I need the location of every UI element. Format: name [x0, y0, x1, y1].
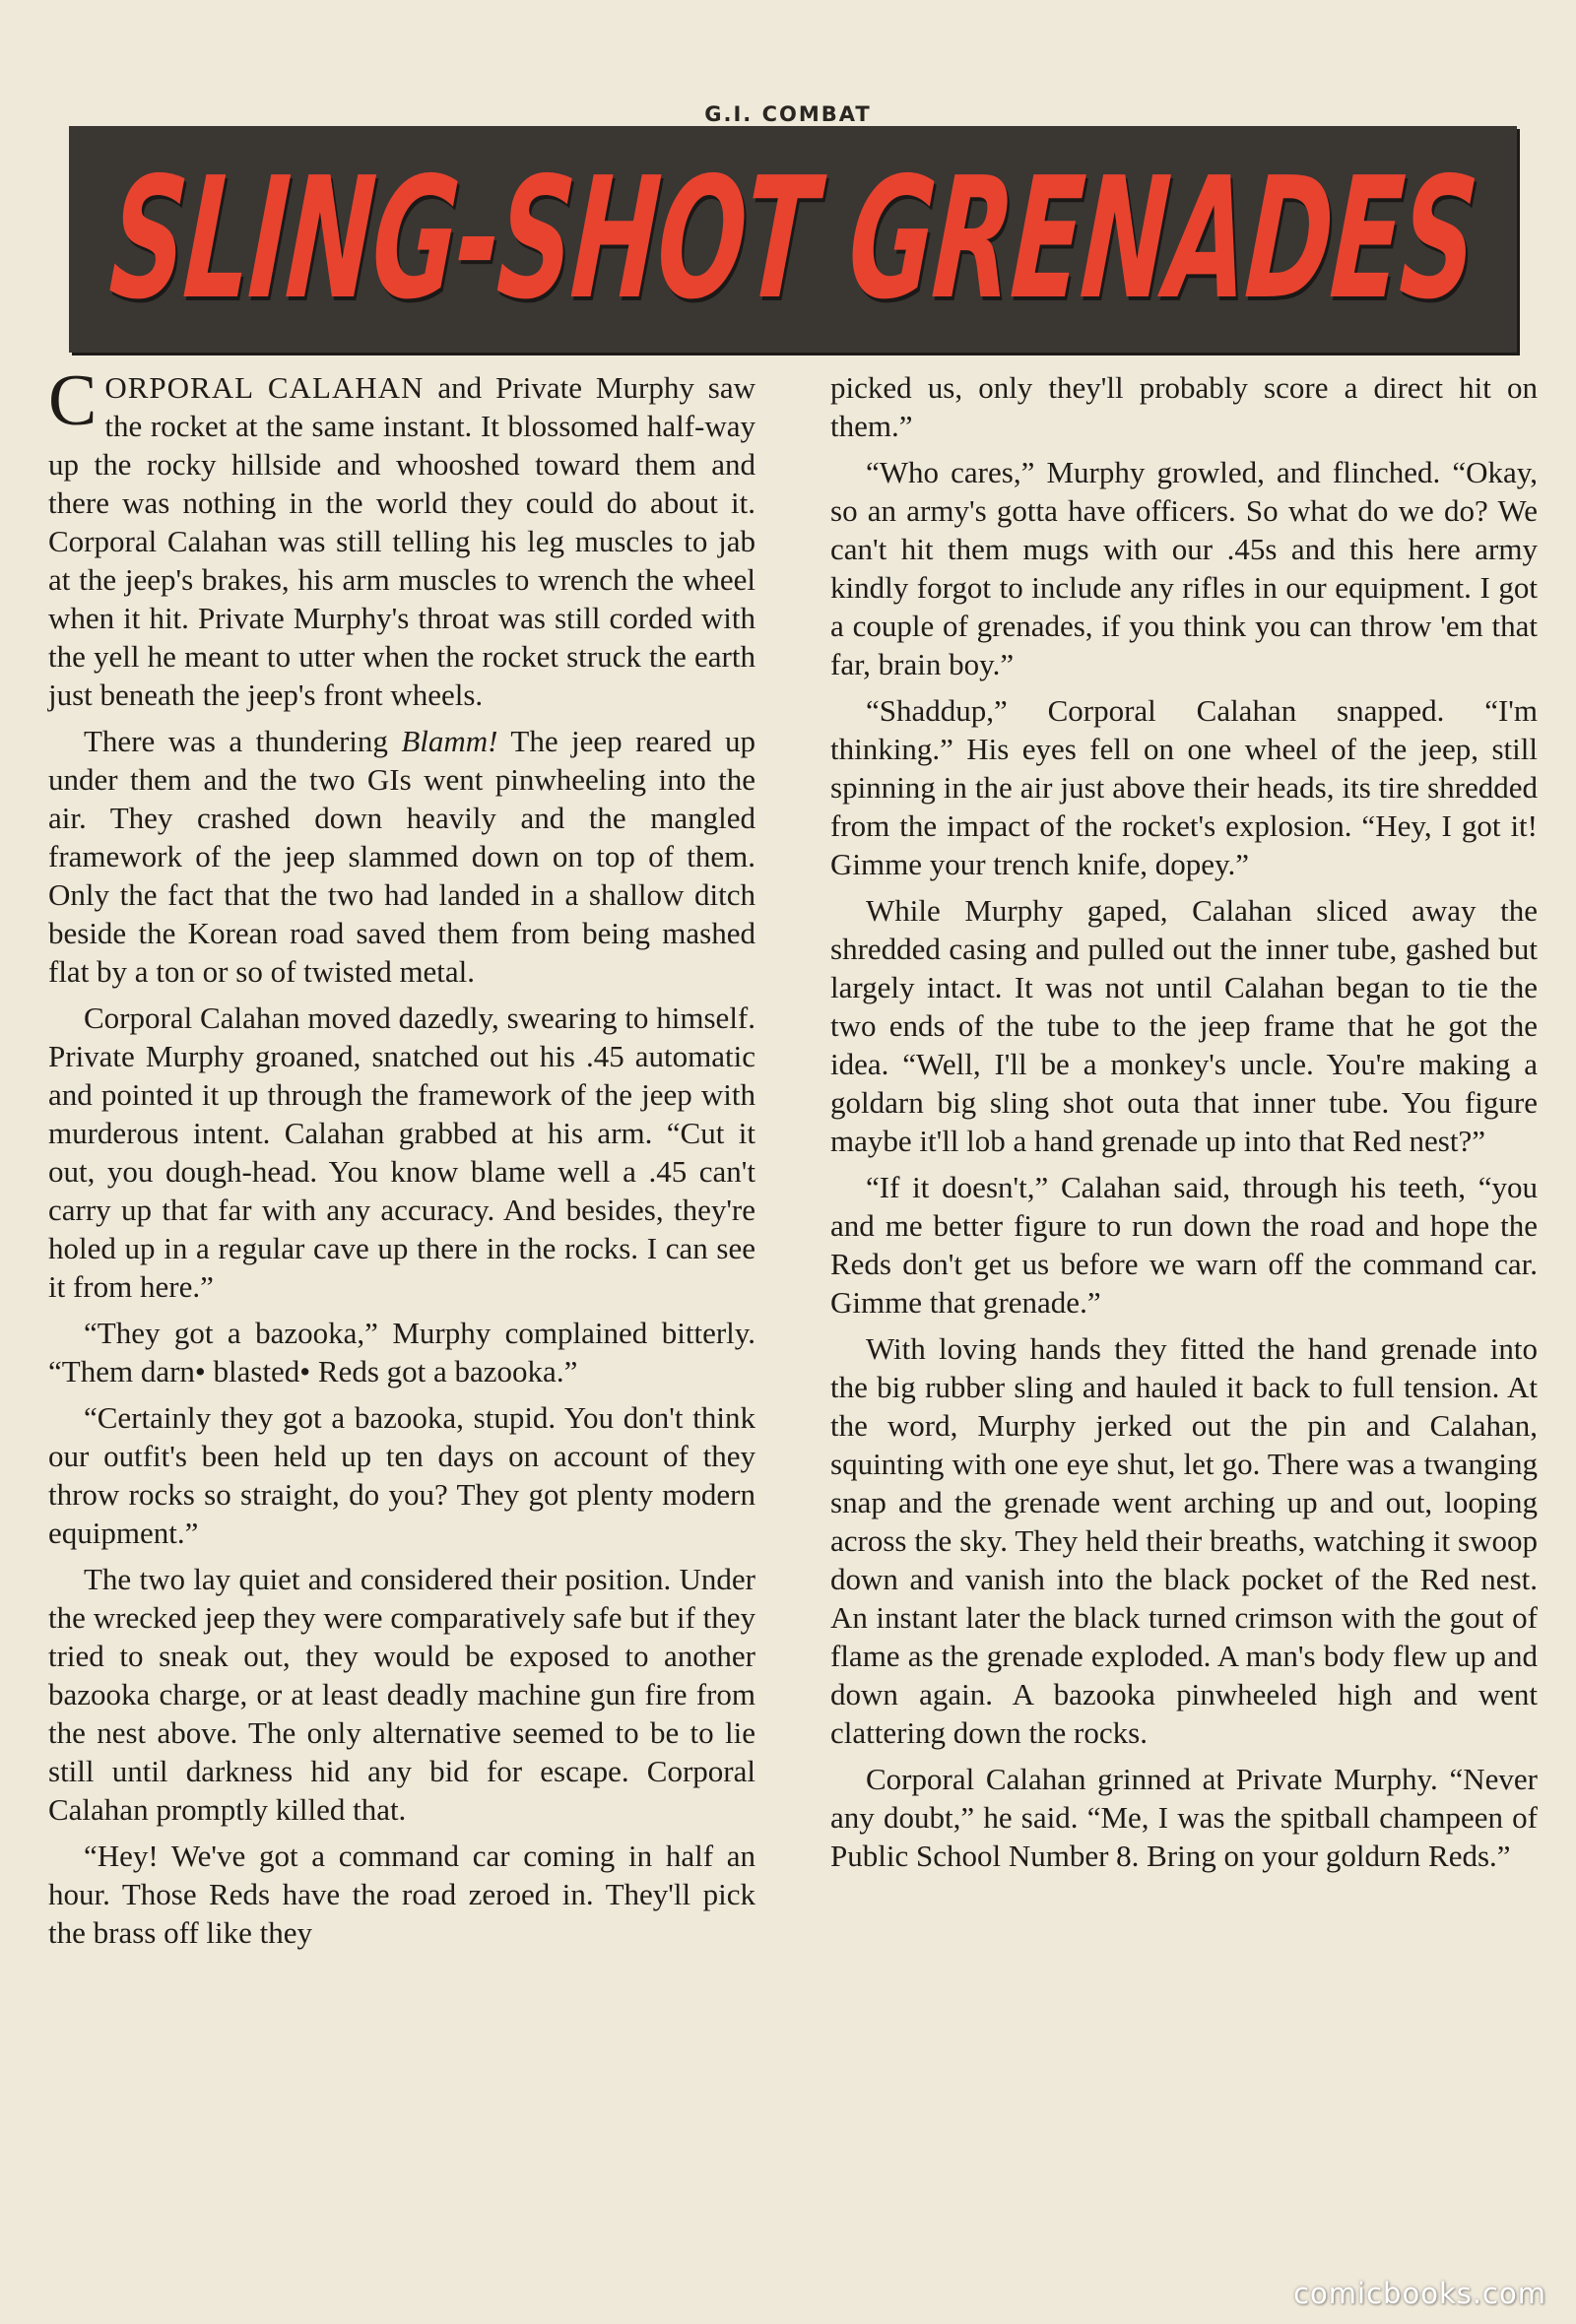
paragraph-text: The jeep reared up under them and the two GIs went pinwheeling into the air. They crashed down heavily and the mangled framework of the jeep slammed down on top of them. Only the fact that the two had landed in a shallow ditch beside the Korean road saved them from being mashed flat by a ton or so of twisted metal.	[48, 724, 755, 989]
story-paragraph: While Murphy gaped, Calahan sliced away the shredded casing and pulled out the inner tube, gashed but largely intact. It was not until Calahan began to tie the two ends of the tube to the jeep frame that he got the idea. “Well, I'll be a monkey's uncle. You're making a goldarn big sling shot outa that inner tube. You figure maybe it'll lob a hand grenade up into that Red nest?”	[830, 893, 1538, 1158]
story-title: SLING-SHOT GRENADES	[104, 142, 1481, 337]
paragraph-text: and Private Murphy saw the rocket at the same instant. It blossomed half-way up the rocky hillside and whooshed toward them and there was nothing in the world they could do about it. Corporal Calahan was still telling his leg muscles to jab at the jeep's brakes, his arm muscles to wrench the wheel when it hit. Private Murphy's throat was still corded with the yell he meant to utter when the rocket struck the earth just beneath the jeep's front wheels.	[48, 370, 756, 712]
right-column	[830, 368, 1538, 1883]
story-paragraph: “If it doesn't,” Calahan said, through his teeth, “you and me better figure to run down the road and hope the Reds don't get us before we warn off the command car. Gimme that grenade.”	[830, 1170, 1538, 1320]
story-paragraph: “Shaddup,” Corporal Calahan snapped. “I'm thinking.” His eyes fell on one wheel of the jeep, still spinning in the air just above their heads, its tire shredded from the impact of the rocket's explosion. “Hey, I got it! Gimme your trench knife, dopey.”	[830, 693, 1538, 881]
story-paragraph: Corporal Calahan moved dazedly, swearing to himself. Private Murphy groaned, snatched out his .45 automatic and pointed it up through the framework of the jeep with murderous intent. Calahan grabbed at his arm. “Cut it out, you dough-head. You know blame well a .45 can't carry up that far with any accuracy. And besides, they're holed up in a regular cave up there in the rocks. I can see it from here.”	[48, 1001, 755, 1304]
story-paragraph: “Certainly they got a bazooka, stupid. You don't think our outfit's been held up ten days on account of they throw rocks so straight, do you? They got plenty modern equipment.”	[48, 1400, 755, 1550]
site-watermark: comicbooks.com	[1293, 2277, 1546, 2310]
story-paragraph	[48, 722, 755, 991]
paragraph-text: There was a thundering	[84, 724, 402, 758]
sound-effect: Blamm!	[401, 724, 498, 758]
story-paragraph: picked us, only they'll probably score a direct hit on them.”	[830, 370, 1538, 443]
title-banner	[69, 126, 1517, 353]
left-column	[48, 360, 756, 1960]
story-paragraph: “Who cares,” Murphy growled, and flinched. “Okay, so an army's gotta have officers. So what do we do? We can't hit them mugs with our .45s and this here army kindly forgot to include any rifles in our equipment. I got a couple of grenades, if you think you can throw 'em that far, brain boy.”	[830, 455, 1538, 681]
story-paragraph	[48, 360, 756, 714]
opening-words: ORPORAL CALAHAN	[104, 370, 425, 405]
drop-cap: C	[48, 360, 98, 441]
story-paragraph: The two lay quiet and considered their position. Under the wrecked jeep they were comparatively safe but if they tried to sneak out, they would be exposed to another bazooka charge, or at least deadly machine gun fire from the nest above. The only alternative seemed to be to lie still until darkness hid any bid for escape. Corporal Calahan promptly killed that.	[48, 1562, 755, 1827]
story-paragraph: Corporal Calahan grinned at Private Murphy. “Never any doubt,” he said. “Me, I was the spitball champeen of Public School Number 8. Bring on your goldurn Reds.”	[830, 1762, 1538, 1873]
story-paragraph: With loving hands they fitted the hand grenade into the big rubber sling and hauled it back to full tension. At the word, Murphy jerked out the pin and Calahan, squinting with one eye shut, let go. There was a twanging snap and the grenade went arching up and out, looping across the sky. They held their breaths, watching it swoop down and vanish into the black pocket of the Red nest. An instant later the black turned crimson with the gout of flame as the grenade exploded. A man's body flew up and down again. A bazooka pinwheeled high and went clattering down the rocks.	[830, 1331, 1538, 1750]
story-paragraph: “They got a bazooka,” Murphy complained bitterly. “Them darn• blasted• Reds got a bazooka.”	[48, 1316, 755, 1388]
story-paragraph: “Hey! We've got a command car coming in half an hour. Those Reds have the road zeroed in. They'll pick the brass off like they	[48, 1839, 755, 1950]
magazine-header: G.I. COMBAT	[704, 102, 872, 126]
